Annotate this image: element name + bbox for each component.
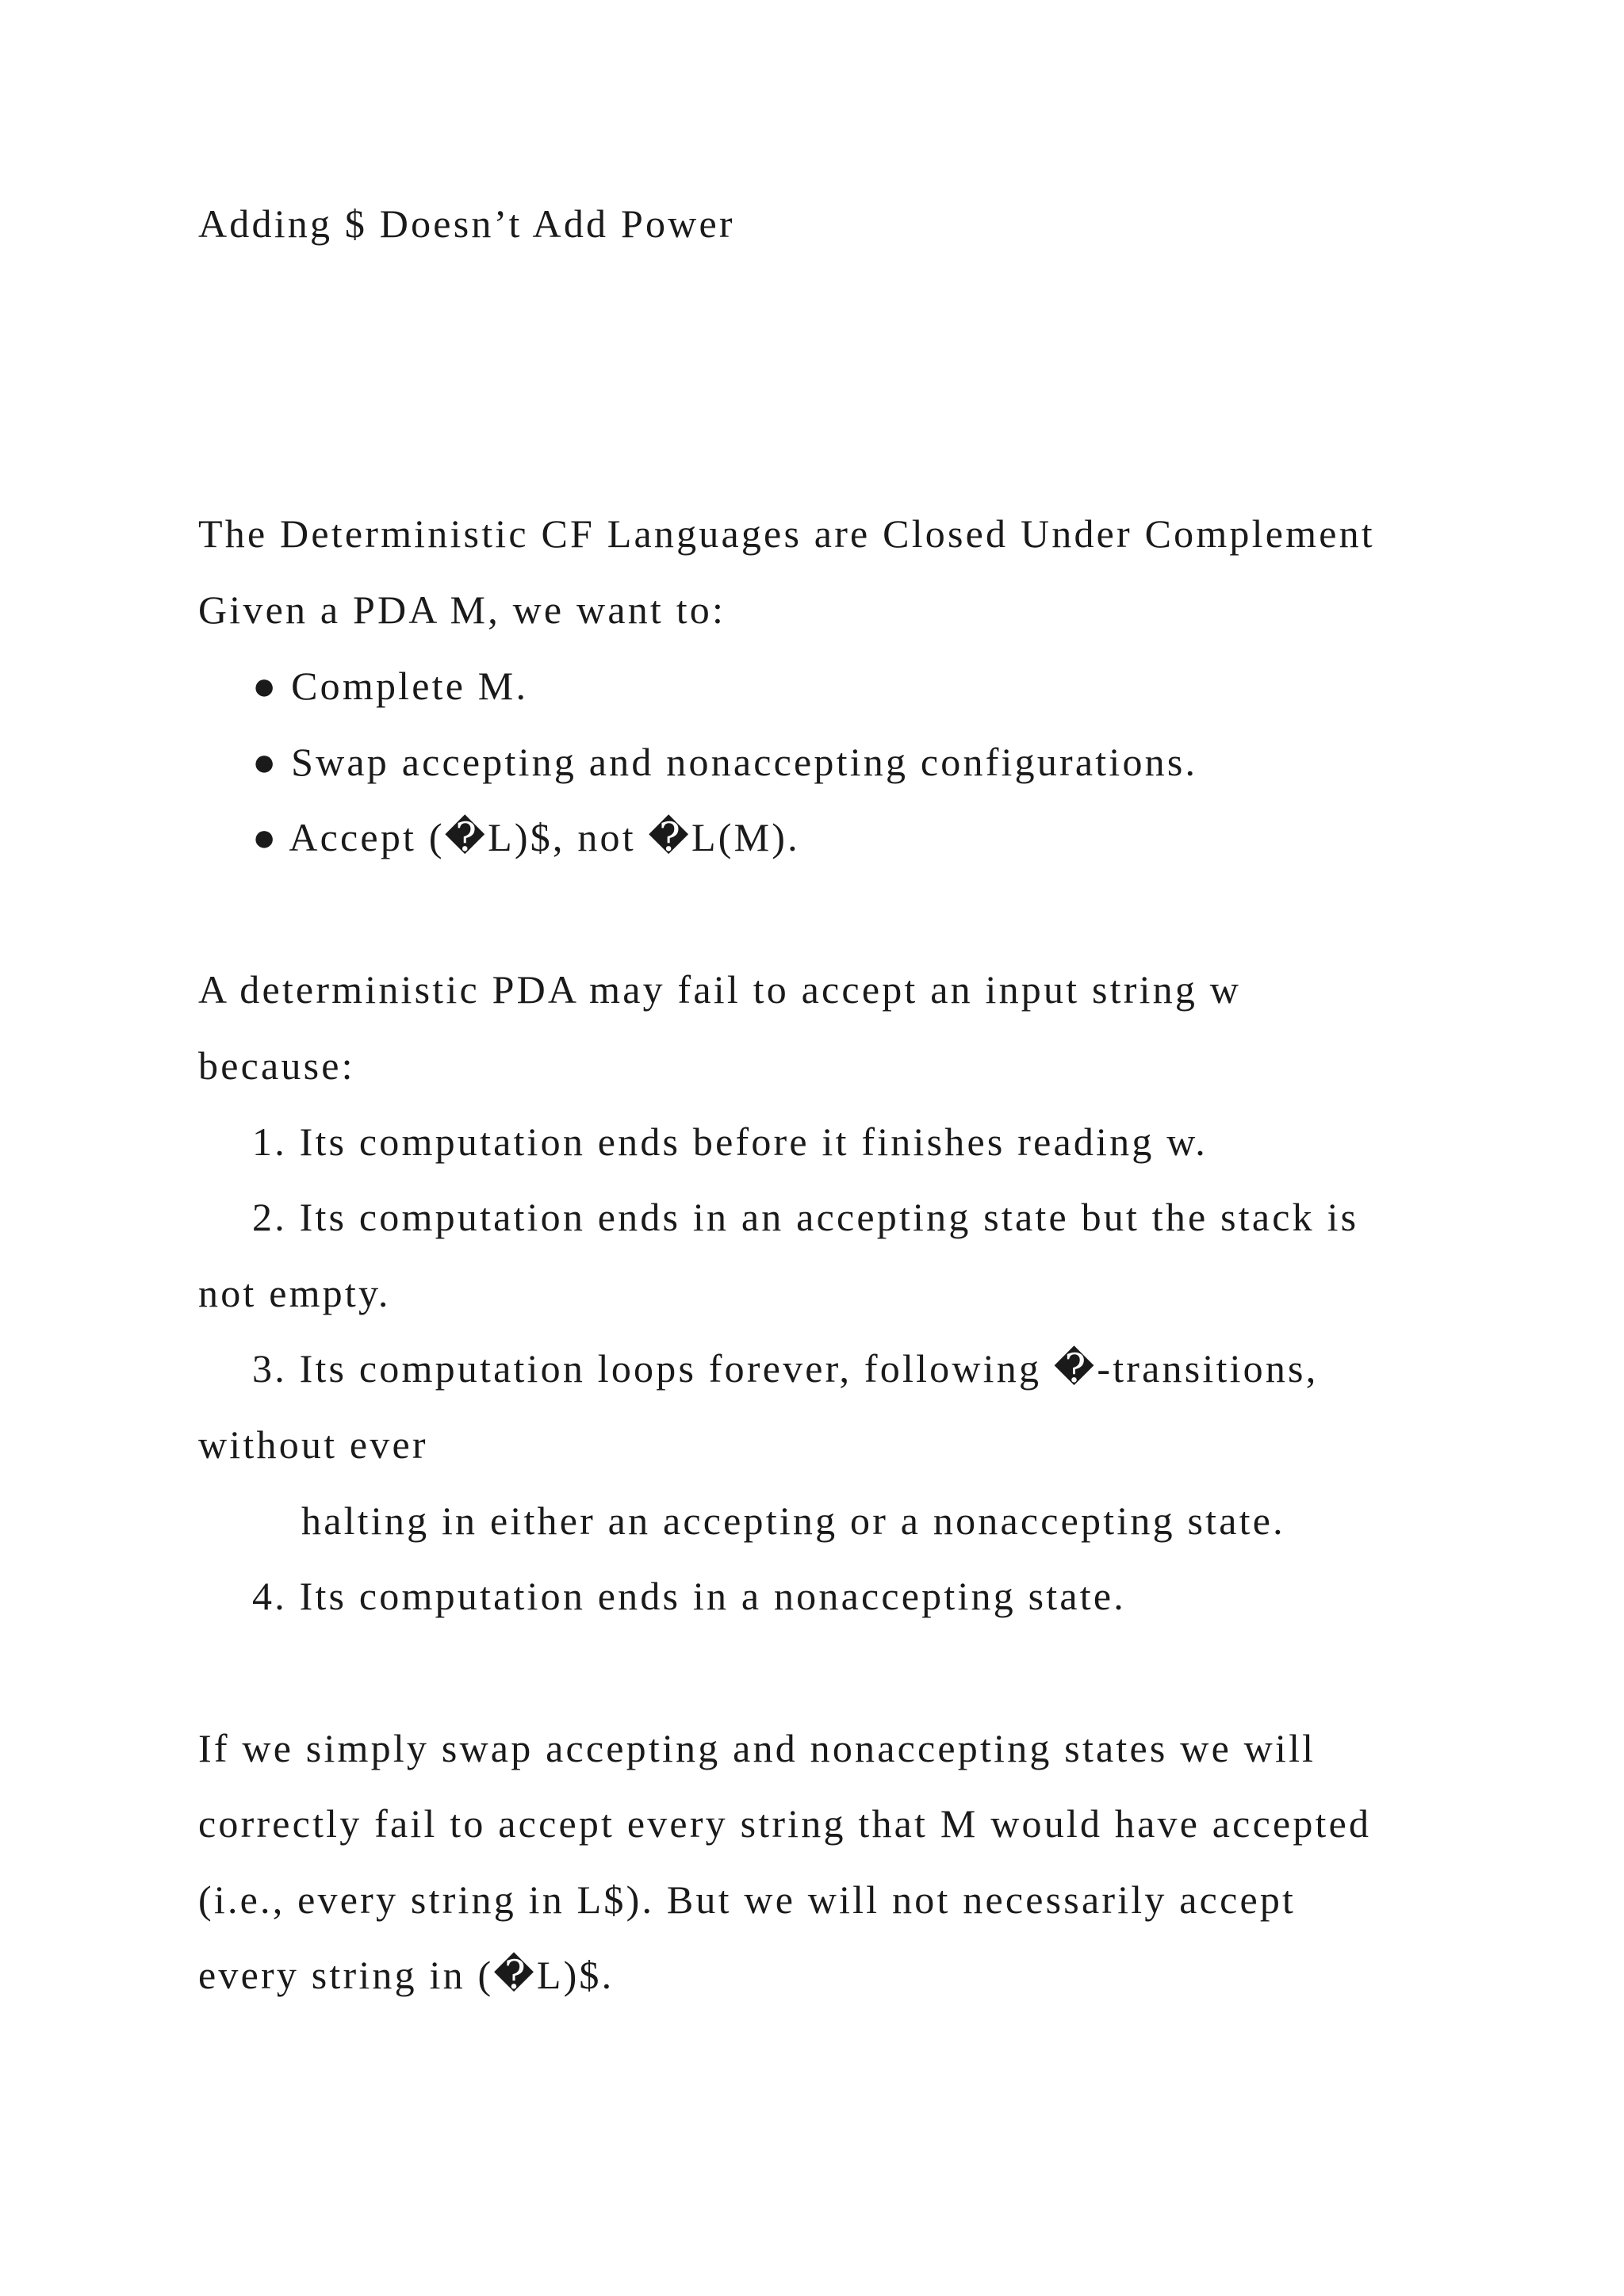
bullet-item: ● Complete M. <box>252 664 529 708</box>
list-item: 4. Its computation ends in a nonaccepting state. <box>252 1574 1126 1618</box>
bullet-item: ● Swap accepting and nonaccepting configurations. <box>252 740 1198 784</box>
intro-line: Given a PDA M, we want to: <box>198 587 726 632</box>
list-item-continuation: not empty. <box>198 1271 391 1315</box>
section-heading-closed-under-complement: The Deterministic CF Languages are Closed Under Complement <box>198 511 1375 556</box>
list-item: 1. Its computation ends before it finishes reading w. <box>252 1119 1208 1164</box>
list-item-continuation: halting in either an accepting or a nonaccepting state. <box>301 1498 1285 1543</box>
paragraph-line: correctly fail to accept every string that M would have accepted <box>198 1801 1372 1846</box>
paragraph-line: If we simply swap accepting and nonaccepting states we will <box>198 1726 1316 1770</box>
list-item: 2. Its computation ends in an accepting state but the stack is <box>252 1195 1359 1239</box>
section-heading-adding-dollar: Adding $ Doesn’t Add Power <box>198 201 735 246</box>
paragraph-line: A deterministic PDA may fail to accept an input string w <box>198 967 1242 1012</box>
paragraph-line: (i.e., every string in L$). But we will not necessarily accept <box>198 1877 1297 1922</box>
paragraph-line: because: <box>198 1043 355 1088</box>
list-item-continuation: without ever <box>198 1422 428 1467</box>
paragraph-line: every string in (�L)$. <box>198 1953 615 1997</box>
list-item: 3. Its computation loops forever, following �-transitions, <box>252 1346 1319 1391</box>
bullet-item: ● Accept (�L)$, not �L(M). <box>252 815 800 859</box>
